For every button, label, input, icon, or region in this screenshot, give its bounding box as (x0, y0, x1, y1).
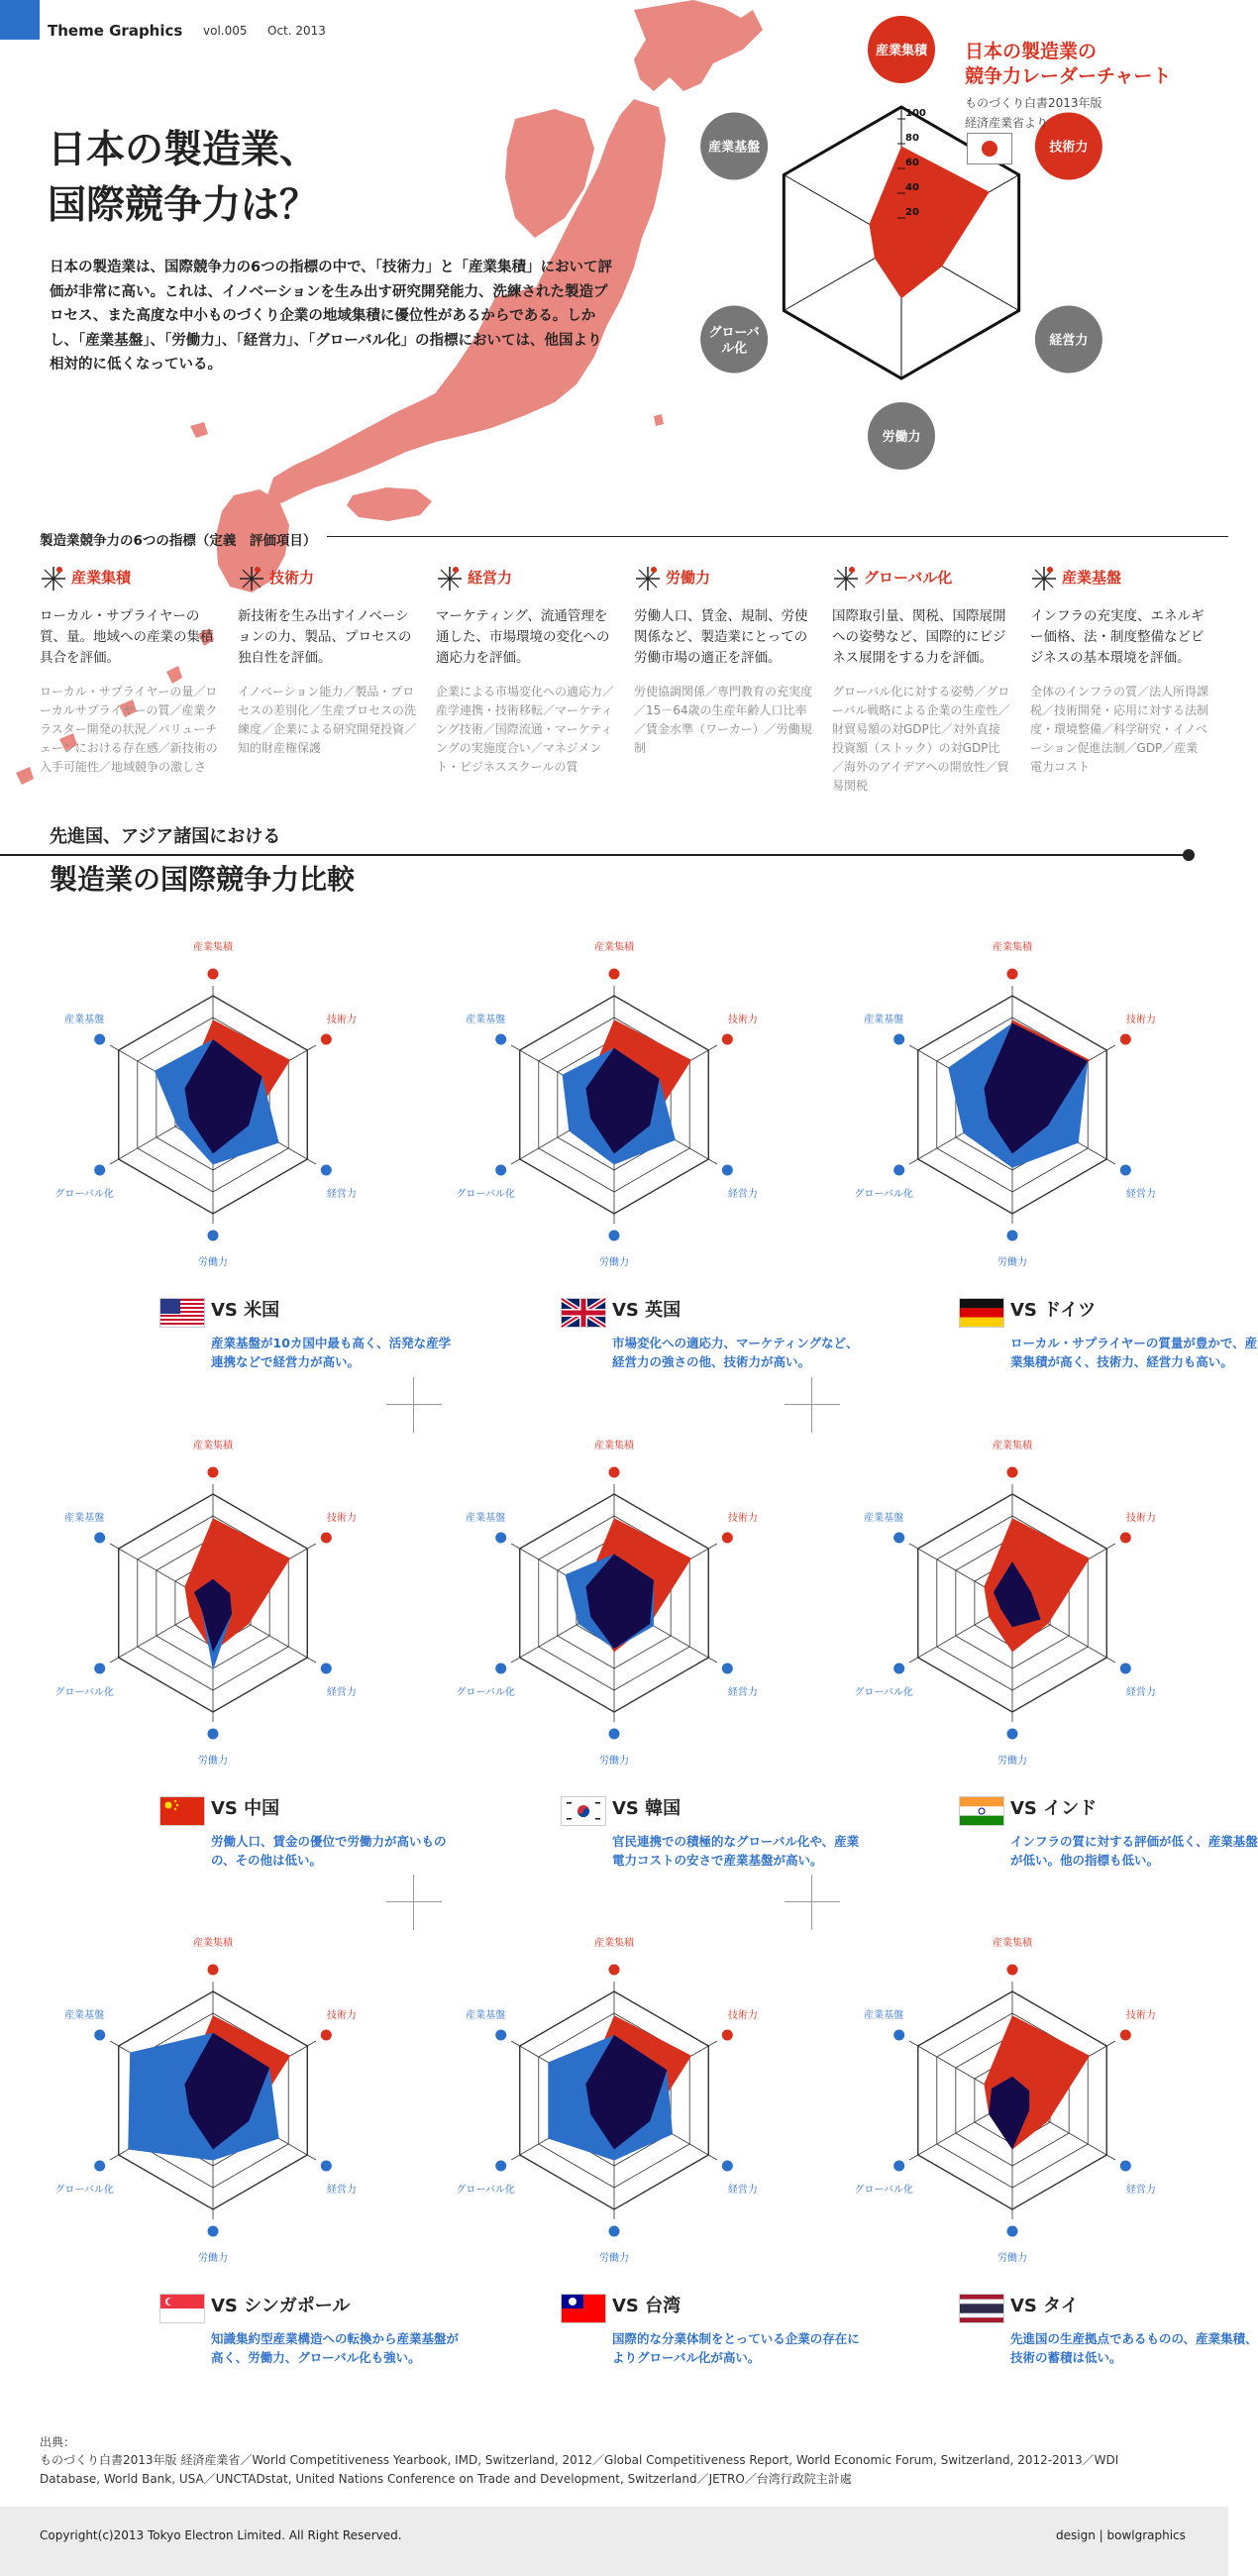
grid-cross-1 (386, 1377, 442, 1433)
radar-tick-label: 40 (905, 182, 919, 193)
title-line-1: 日本の製造業、 (48, 128, 319, 172)
radar-axis-label: 労働力 (997, 1257, 1027, 1268)
indicator-name: グローバル化 (864, 569, 953, 587)
radar-axis-label: 産業集積 (594, 1441, 634, 1451)
de-flag-icon (960, 1299, 1003, 1327)
radar-axis-label: 経営力 (727, 1687, 758, 1698)
compare-caption-8 (612, 2294, 860, 2367)
radar-axis-dot (321, 1533, 332, 1544)
compare-radar-4 (45, 1435, 381, 1771)
compare-caption-1 (211, 1298, 459, 1371)
sparkle-icon (832, 565, 860, 592)
radar-axis-label: 経営力 (1049, 333, 1089, 349)
issue-date: Oct. 2013 (267, 24, 326, 38)
country-flag (561, 1796, 606, 1826)
radar-axis-dot (1007, 969, 1018, 980)
radar-axis-label: 産業基盤 (466, 1015, 506, 1025)
sparkle-icon (634, 565, 662, 592)
country-vs: VS ドイツ (1010, 1300, 1097, 1321)
radar-axis-label: 産業基盤 (708, 140, 761, 156)
radar-axis-label: 産業基盤 (64, 1513, 105, 1524)
compare-caption-7 (211, 2294, 459, 2367)
brand-name: Theme Graphics (48, 22, 183, 40)
grid-cross-3 (386, 1875, 442, 1930)
radar-axis-dot (893, 2161, 904, 2172)
radar-axis-label: グローバル化 (54, 1687, 114, 1698)
indicator-desc: 新技術を生み出すイノベーションの力、製品、プロセスの独自性を評価。 (238, 608, 412, 666)
radar-axis-label: 経営力 (1125, 1687, 1156, 1698)
radar-axis-dot (495, 2030, 506, 2041)
radar-axis-dot (495, 1034, 506, 1045)
compare-radar-5 (446, 1435, 783, 1771)
indicator-desc: インフラの充実度、エネルギー価格、法・制度整備などビジネスの基本環境を評価。 (1030, 608, 1205, 666)
radar-axis-dot (495, 1664, 506, 1674)
radar-axis-label: 産業集積 (594, 942, 634, 953)
compare-radar-9 (844, 1932, 1181, 2269)
radar-axis-dot (722, 1533, 733, 1544)
sources-text: ものづくり白書2013年版 経済産業省／World Competitiveness Yearbook, IMD, Switzerland, 2012／Global Competitiveness Report, World Economic Forum, Switzerland, 2012-2013／WDI Database, World Bank, USA／UNCTADstat, United Nations Conference on Trade and Development, Switzerland／JETRO／台湾行政院主計處 (40, 2453, 1119, 2486)
compare-rule (0, 854, 1189, 856)
radar-axis-dot (1120, 1664, 1131, 1674)
compare-caption-9 (1010, 2294, 1258, 2367)
radar-axis-dot (94, 1034, 105, 1045)
radar-axis-label: 産業基盤 (64, 1015, 105, 1025)
cn-flag-icon (160, 1797, 204, 1825)
compare-caption-6 (1010, 1796, 1258, 1870)
lead-paragraph: 日本の製造業は、国際競争力の6つの指標の中で、「技術力」と「産業集積」において評価が非常に高い。これは、イノベーションを生み出す研究開発能力、洗練された製造プロセス、また高度な中小ものづくり企業の地域集積に優位性があるからである。しかし、「産業基盤」、「労働力」、「経営力」、「グローバル化」の指標においては、他国より相対的に低くなっている。 (50, 260, 613, 373)
indicator-items: 全体のインフラの質／法人所得課税／技術開発・応用に対する法制度・環境整備／科学研究・イノベーション促進法制／GDP／産業電力コスト (1030, 685, 1209, 774)
compare-rule-dot (1183, 849, 1195, 861)
radar-axis-label: 経営力 (1125, 2185, 1156, 2196)
tw-flag-icon (562, 2295, 605, 2322)
country-desc: 国際的な分業体制をとっている企業の存在によりグローバル化が高い。 (612, 2331, 860, 2365)
radar-axis-label: 経営力 (727, 2185, 758, 2196)
radar-axis-dot (94, 1664, 105, 1674)
radar-axis-label: 産業集積 (993, 1938, 1032, 1949)
country-desc: 官民連携での積極的なグローバル化や、産業電力コストの安さで産業基盤が高い。 (612, 1834, 860, 1868)
compare-radar-1 (45, 936, 381, 1273)
indicator-5 (832, 567, 1010, 796)
radar-axis-label: グローバル化 (456, 1189, 515, 1200)
compare-radar-8 (446, 1932, 783, 2269)
indicator-1 (40, 567, 218, 777)
radar-axis-dot (208, 1467, 219, 1478)
compare-caption-5 (612, 1796, 860, 1870)
radar-axis-label: 産業集積 (193, 942, 233, 953)
radar-axis-dot (722, 2161, 733, 2172)
radar-axis-label: 労働力 (198, 1257, 228, 1268)
radar-axis-label: グローバル化 (54, 1189, 114, 1200)
compare-caption-2 (612, 1298, 860, 1371)
grid-cross-4 (785, 1875, 840, 1930)
country-flag (959, 2294, 1004, 2323)
radar-axis-label: 技術力 (326, 1513, 357, 1524)
country-vs: VS 中国 (211, 1798, 280, 1819)
radar-tick-label: 80 (905, 133, 919, 144)
compare-radar-3 (844, 936, 1181, 1273)
country-flag (561, 1298, 606, 1328)
radar-axis-label: 労働力 (198, 1756, 228, 1767)
radar-axis-dot (609, 1729, 620, 1740)
radar-axis-label: 経営力 (326, 2185, 357, 2196)
radar-axis-dot (1120, 1533, 1131, 1544)
country-flag (159, 1298, 205, 1328)
sources-label: 出典： (40, 2435, 76, 2449)
radar-title-line-2: 競争力レーダーチャート (965, 65, 1172, 87)
radar-axis-label: 経営力 (326, 1687, 357, 1698)
radar-axis-label: 産業基盤 (466, 2010, 506, 2021)
radar-title (965, 40, 1171, 89)
radar-axis-label: 経営力 (1125, 1189, 1156, 1200)
radar-axis-dot (893, 1034, 904, 1045)
kr-flag-icon (562, 1797, 605, 1825)
design-credit: design | bowlgraphics (1056, 2528, 1186, 2542)
country-desc: 市場変化への適応力、マーケティングなど、経営力の強さの他、技術力が高い。 (612, 1336, 859, 1369)
radar-axis-dot (321, 1165, 332, 1176)
radar-axis-label: 産業集積 (875, 44, 928, 58)
country-vs: VS シンガポール (211, 2296, 351, 2316)
radar-axis-label: 産業集積 (594, 1938, 634, 1949)
indicator-items: ローカル・サプライヤーの量／ローカルサプライヤーの質／産業クラスター開発の状況／バリューチェーンにおける存在感／新技術の入手可能性／地域競争の激しさ (40, 685, 218, 774)
sparkle-icon (436, 565, 464, 592)
radar-axis-label: 技術力 (727, 2010, 758, 2021)
indicator-name: 経営力 (468, 569, 513, 587)
radar-axis-dot (495, 1165, 506, 1176)
radar-axis-label: グローバル化 (854, 1189, 913, 1200)
radar-axis-label: 労働力 (997, 2253, 1027, 2264)
radar-axis-label: 技術力 (1125, 2010, 1156, 2021)
radar-axis-label: 産業集積 (193, 1441, 233, 1451)
radar-axis-dot (609, 969, 620, 980)
grid-cross-2 (785, 1377, 840, 1433)
radar-axis-dot (1120, 2030, 1131, 2041)
indicators-heading: 製造業競争力の6つの指標（定義 評価項目） (40, 533, 317, 549)
radar-axis-dot (208, 1965, 219, 1976)
compare-caption-3 (1010, 1298, 1258, 1371)
radar-axis-dot (722, 1034, 733, 1045)
radar-axis-dot (893, 1165, 904, 1176)
radar-axis-label: 技術力 (727, 1015, 758, 1025)
radar-axis-label: グローバル化 (456, 1687, 515, 1698)
radar-axis-dot (609, 1231, 620, 1241)
indicator-desc: ローカル・サプライヤーの質、量。地域への産業の集積具合を評価。 (40, 608, 214, 666)
radar-source (965, 93, 1102, 133)
radar-axis-dot (609, 2226, 620, 2237)
radar-axis-label: 技術力 (1049, 140, 1089, 156)
radar-axis-dot (1007, 1467, 1018, 1478)
indicator-2 (238, 567, 416, 758)
copyright: Copyright(c)2013 Tokyo Electron Limited. All Right Reserved. (40, 2528, 402, 2542)
volume-number: vol.005 (203, 24, 248, 38)
radar-axis-dot (208, 2226, 219, 2237)
radar-axis-label: グローバル化 (456, 2185, 515, 2196)
radar-axis-dot (208, 1729, 219, 1740)
country-vs: VS 韓国 (612, 1798, 681, 1819)
radar-axis-dot (893, 1664, 904, 1674)
radar-axis-dot (208, 969, 219, 980)
indicator-items: グローバル化に対する姿勢／グローバル戦略による企業の生産性／財貿易額の対GDP比／対外直接投資額（ストック）の対GDP比／海外のアイデアへの開放性／貿易関税 (832, 685, 1010, 793)
radar-axis-dot (722, 2030, 733, 2041)
radar-axis-dot (94, 1533, 105, 1544)
country-vs: VS 英国 (612, 1300, 681, 1321)
country-flag (959, 1796, 1004, 1826)
radar-axis-label: 産業基盤 (864, 1015, 904, 1025)
compare-radar-2 (446, 936, 783, 1273)
title-line-2: 国際競争力は？ (48, 183, 319, 228)
radar-axis-label: 労働力 (997, 1756, 1027, 1767)
indicator-3 (436, 567, 614, 777)
radar-axis-dot (893, 2030, 904, 2041)
country-vs: VS 米国 (211, 1300, 280, 1321)
indicators-rule (327, 536, 1228, 537)
th-flag-icon (960, 2295, 1003, 2322)
japan-flag (967, 133, 1012, 164)
radar-tick-label: 100 (905, 108, 926, 119)
radar-axis-label: 技術力 (326, 1015, 357, 1025)
radar-series-japan (184, 1518, 290, 1652)
compare-radar-6 (844, 1435, 1181, 1771)
radar-tick-label: 20 (905, 207, 919, 218)
radar-axis-label: 労働力 (599, 1257, 629, 1268)
sparkle-icon (40, 565, 67, 592)
radar-axis-dot (1007, 1729, 1018, 1740)
radar-axis-label: 技術力 (326, 2010, 357, 2021)
compare-radar-7 (45, 1932, 381, 2269)
radar-axis-dot (94, 1165, 105, 1176)
radar-axis-label: 技術力 (1125, 1015, 1156, 1025)
country-desc: 先進国の生産拠点であるものの、産業集積、技術の蓄積は低い。 (1010, 2331, 1258, 2365)
radar-axis-dot (1120, 2161, 1131, 2172)
compare-title: 製造業の国際競争力比較 (50, 863, 356, 896)
radar-axis-dot (1120, 1034, 1131, 1045)
indicator-4 (634, 567, 812, 758)
us-flag-icon (160, 1299, 204, 1327)
radar-axis-label: 労働力 (599, 1756, 629, 1767)
radar-axis-dot (609, 1467, 620, 1478)
radar-axis-label: ル化 (721, 341, 748, 357)
radar-axis-label: 産業基盤 (864, 2010, 904, 2021)
country-desc: ローカル・サプライヤーの質量が豊かで、産業集積が高く、技術力、経営力も高い。 (1010, 1336, 1258, 1369)
indicator-items: 労使協調関係／専門教育の充実度／15－64歳の生産年齢人口比率／賃金水準（ワーカー）／労働規制 (634, 685, 813, 755)
radar-axis-label: 技術力 (1125, 1513, 1156, 1524)
indicator-6 (1030, 567, 1208, 777)
radar-source-line-2: 経済産業省より (965, 116, 1049, 130)
radar-axis-dot (1007, 1965, 1018, 1976)
radar-axis-label: 産業集積 (993, 1441, 1032, 1451)
sg-flag-icon (160, 2295, 204, 2322)
radar-axis-dot (495, 2161, 506, 2172)
indicator-desc: 国際取引量、関税、国際展開への姿勢など、国際的にビジネス展開をする力を評価。 (832, 608, 1006, 666)
radar-axis-label: 労働力 (882, 430, 921, 445)
indicator-items: イノベーション能力／製品・プロセスの差別化／生産プロセスの洗練度／企業による研究開発投資／知的財産権保護 (238, 685, 417, 755)
country-vs: VS インド (1010, 1798, 1098, 1819)
radar-axis-label: グローバ (708, 325, 760, 341)
radar-axis-dot (893, 1533, 904, 1544)
radar-axis-dot (94, 2161, 105, 2172)
radar-title-line-1: 日本の製造業の (965, 41, 1098, 62)
country-flag (159, 1796, 205, 1826)
country-flag (959, 1298, 1004, 1328)
sparkle-icon (238, 565, 265, 592)
indicator-items: 企業による市場変化への適応力／産学連携・技術移転／マーケティング技術／国際流通・マーケティングの実施度合い／マネジメント・ビジネススクールの質 (436, 685, 615, 774)
radar-axis-label: 経営力 (727, 1189, 758, 1200)
radar-axis-dot (722, 1664, 733, 1674)
radar-axis-dot (1007, 1231, 1018, 1241)
radar-axis-dot (321, 2161, 332, 2172)
radar-axis-label: グローバル化 (854, 2185, 913, 2196)
radar-axis-label: 労働力 (198, 2253, 228, 2264)
radar-axis-label: 産業集積 (193, 1938, 233, 1949)
country-desc: 労働人口、賃金の優位で労働力が高いものの、その他は低い。 (211, 1834, 447, 1868)
radar-axis-dot (1120, 1165, 1131, 1176)
indicator-name: 産業基盤 (1062, 569, 1122, 587)
radar-axis-dot (609, 1965, 620, 1976)
radar-axis-dot (208, 1231, 219, 1241)
indicator-desc: 労働人口、賃金、規制、労使関係など、製造業にとっての労働市場の適正を評価。 (634, 608, 808, 666)
radar-axis-label: 産業基盤 (864, 1513, 904, 1524)
uk-flag-icon (562, 1299, 605, 1327)
radar-axis-dot (321, 1034, 332, 1045)
in-flag-icon (960, 1797, 1003, 1825)
compare-subtitle: 先進国、アジア諸国における (50, 826, 281, 847)
radar-source-line-1: ものづくり白書2013年版 (965, 96, 1102, 110)
radar-axis-dot (321, 2030, 332, 2041)
page-title (48, 123, 444, 234)
country-vs: VS 台湾 (612, 2296, 681, 2316)
country-flag (159, 2294, 205, 2323)
radar-axis-label: グローバル化 (54, 2185, 114, 2196)
country-desc: 知識集約型産業構造への転換から産業基盤が高く、労働力、グローバル化も強い。 (211, 2331, 460, 2365)
radar-axis-label: 産業基盤 (466, 1513, 506, 1524)
compare-caption-4 (211, 1796, 459, 1870)
radar-series-japan (870, 147, 990, 299)
indicator-name: 技術力 (269, 569, 315, 587)
radar-axis-label: 労働力 (599, 2253, 629, 2264)
radar-axis-dot (1007, 2226, 1018, 2237)
country-desc: 産業基盤が10カ国中最も高く、活発な産学連携などで経営力が高い。 (211, 1336, 452, 1369)
radar-axis-label: 技術力 (727, 1513, 758, 1524)
indicator-desc: マーケティング、流通管理を通した、市場環境の変化への適応力を評価。 (436, 608, 610, 666)
indicator-name: 産業集積 (71, 569, 132, 587)
country-flag (561, 2294, 606, 2323)
country-desc: インフラの質に対する評価が低く、産業基盤が低い。他の指標も低い。 (1010, 1834, 1258, 1868)
radar-axis-label: グローバル化 (854, 1687, 913, 1698)
radar-axis-label: 産業基盤 (64, 2010, 105, 2021)
radar-axis-dot (94, 2030, 105, 2041)
radar-axis-label: 産業集積 (993, 942, 1032, 953)
radar-axis-label: 経営力 (326, 1189, 357, 1200)
country-vs: VS タイ (1010, 2296, 1079, 2316)
radar-axis-dot (321, 1664, 332, 1674)
sparkle-icon (1030, 565, 1058, 592)
radar-tick-label: 60 (905, 158, 919, 168)
radar-axis-dot (495, 1533, 506, 1544)
radar-axis-dot (722, 1165, 733, 1176)
indicator-name: 労働力 (666, 569, 711, 587)
